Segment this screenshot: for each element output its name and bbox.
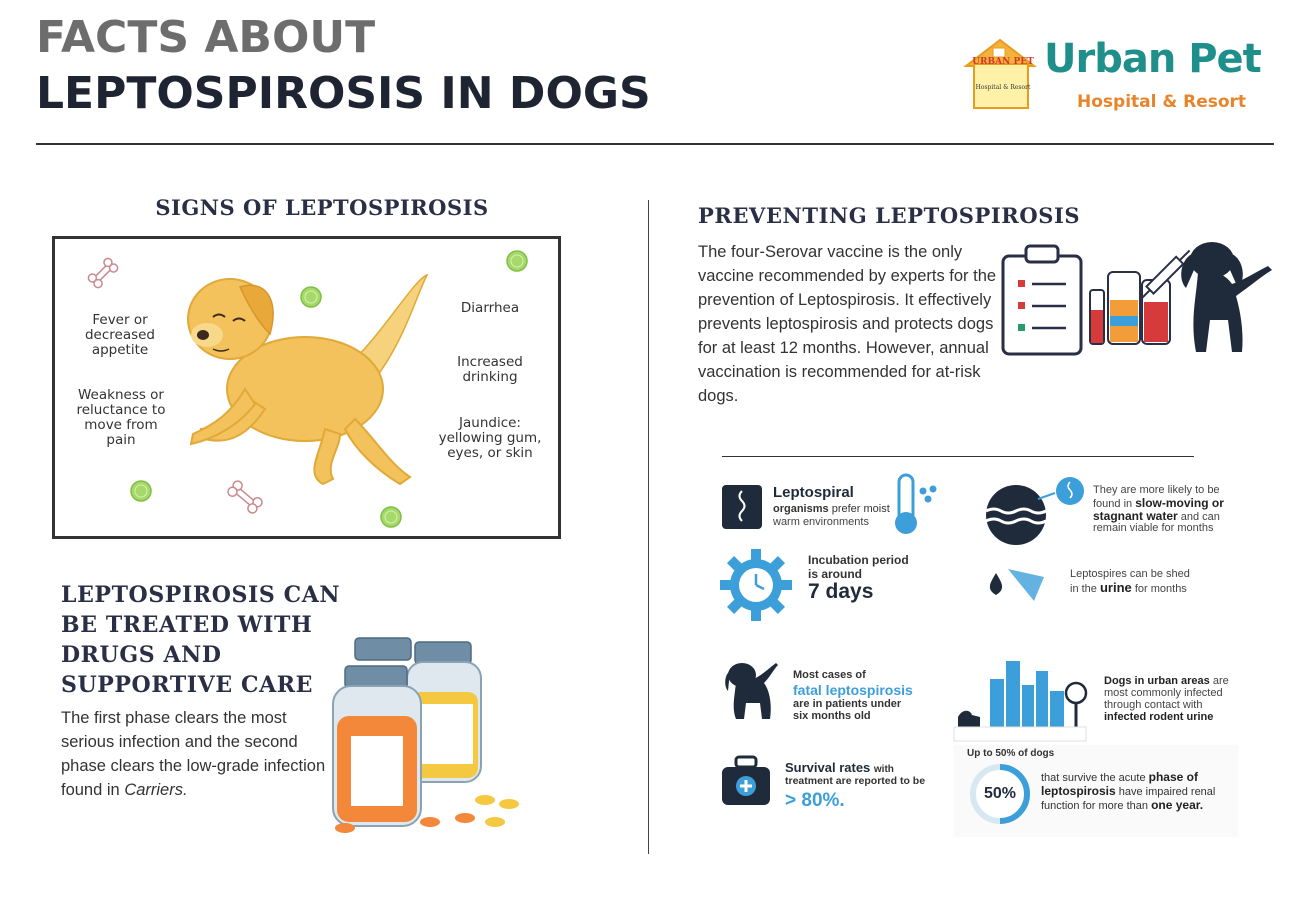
fact-urban-3: most commonly infected xyxy=(1104,687,1223,699)
fact-organisms-title: Leptospiral xyxy=(773,484,854,501)
facts-divider xyxy=(722,456,1194,457)
fact-renal-6: one year. xyxy=(1151,798,1204,812)
fact-renal-5: function for more than xyxy=(1041,800,1149,812)
clipboard-icon xyxy=(1003,246,1081,354)
fact-organisms-sub3: warm environments xyxy=(773,516,869,528)
fact-urban-line1 xyxy=(1104,675,1229,687)
signs-panel xyxy=(52,236,561,539)
fact-fatal-3: are in patients under xyxy=(793,698,902,710)
fact-urine-line2 xyxy=(1070,580,1187,595)
fact-water-3: slow-moving or xyxy=(1135,496,1224,510)
fact-fatal-2: fatal leptospirosis xyxy=(793,682,913,698)
fact-renal-4: have impaired renal xyxy=(1118,786,1216,798)
fact-renal-1: that survive the acute xyxy=(1041,772,1146,784)
fact-renal-3: leptospirosis xyxy=(1041,784,1116,798)
fact-urine-2: in the xyxy=(1070,583,1097,595)
logo-subtitle: Hospital & Resort xyxy=(1077,92,1247,112)
fact-survival-3: treatment are reported to be xyxy=(785,775,926,787)
logo-house-text: URBAN PET xyxy=(972,57,1034,67)
fact-urban-2: are xyxy=(1212,675,1229,687)
sign-diarrhea: Diarrhea xyxy=(460,300,520,316)
fact-organisms-sub1: organisms xyxy=(773,503,829,515)
dog-silhouette-icon xyxy=(1181,242,1272,352)
lime-icon xyxy=(381,507,401,527)
pill-bottle-icon xyxy=(325,632,530,837)
fact-water-2: found in xyxy=(1093,498,1133,510)
column-divider xyxy=(648,200,649,854)
water-drop-icon xyxy=(990,569,1044,601)
page-title-line2: LEPTOSPIROSIS IN DOGS xyxy=(36,68,651,119)
lime-icon xyxy=(507,251,527,271)
treatment-body-italic: Carriers. xyxy=(124,781,188,799)
fact-water-1: They are more likely to be xyxy=(1093,484,1220,496)
fact-water-5: and can xyxy=(1180,511,1220,523)
city-icon xyxy=(954,661,1086,741)
page-title-line1: FACTS ABOUT xyxy=(36,12,376,63)
fact-organisms-sub2: prefer moist xyxy=(831,503,890,515)
fact-fatal-4: six months old xyxy=(793,710,871,722)
fact-water-line2 xyxy=(1093,496,1253,510)
fact-incubation-1: Incubation period xyxy=(808,553,909,567)
sign-jaundice: Jaundice: yellowing gum, eyes, or skin xyxy=(438,415,542,461)
water-icon xyxy=(986,477,1084,545)
fact-water-line3 xyxy=(1093,509,1253,523)
fact-urban-4: through contact with xyxy=(1104,699,1203,711)
fact-renal-line3 xyxy=(1041,798,1203,812)
fact-urine-3: urine xyxy=(1099,580,1132,595)
organism-icon xyxy=(722,485,762,529)
medical-bag-icon xyxy=(722,757,770,805)
fact-water-4: stagnant water xyxy=(1093,509,1178,523)
fact-percent: 50% xyxy=(983,785,1017,802)
lime-icon xyxy=(131,481,151,501)
gear-icon xyxy=(720,549,792,621)
house-icon xyxy=(966,40,1034,108)
fact-survival-line1 xyxy=(785,760,894,775)
sign-weakness: Weakness or reluctance to move from pain xyxy=(76,387,166,448)
treatment-body-text: The first phase clears the most serious infection and the second phase clears the low-grade infection found in xyxy=(61,709,326,799)
sign-increased-drinking: Increased drinking xyxy=(457,354,523,385)
dog-silhouette-icon xyxy=(725,663,778,719)
lime-icon xyxy=(301,287,321,307)
fact-upto: Up to 50% of dogs xyxy=(967,748,1055,759)
fact-incubation-days: 7 days xyxy=(808,580,874,603)
sign-fever: Fever or decreased appetite xyxy=(84,312,156,358)
fact-urban-1: Dogs in urban areas xyxy=(1104,675,1210,687)
fact-fatal-1: Most cases of xyxy=(793,669,866,681)
fact-incubation-2: is around xyxy=(808,567,863,581)
fact-water-6: remain viable for months xyxy=(1093,522,1214,534)
fact-urban-5: infected rodent urine xyxy=(1104,711,1214,723)
logo-house-sub: Hospital & Resort xyxy=(975,84,1031,91)
fact-survival-1: Survival rates xyxy=(785,760,871,775)
fact-renal-2: phase of xyxy=(1148,770,1198,784)
treatment-heading: LEPTOSPIROSIS CAN BE TREATED WITH DRUGS AND SUPPORTIVE CARE xyxy=(61,582,341,698)
treatment-body xyxy=(61,706,336,802)
fact-survival-value: > 80%. xyxy=(785,790,845,811)
fact-urine-1: Leptospires can be shed xyxy=(1070,568,1190,580)
bone-icon xyxy=(226,479,264,515)
fact-renal-line2 xyxy=(1041,784,1215,798)
bone-icon xyxy=(87,257,120,290)
fact-survival-2: with xyxy=(873,764,894,775)
fact-urine-4: for months xyxy=(1134,583,1187,595)
header-divider xyxy=(36,143,1274,145)
logo-name: Urban Pet xyxy=(1044,36,1261,82)
prevention-body: The four-Serovar vaccine is the only vaccine recommended by experts for the prevention of Leptospirosis. It effectively prevents leptospirosis and protects dogs for at least 12 months. However, annual vaccination is recommended for at-risk dogs. xyxy=(698,243,997,405)
vaccine-illustration xyxy=(1000,240,1275,360)
fact-renal-line1 xyxy=(1041,770,1198,784)
fact-organisms-sub xyxy=(773,503,890,515)
prevention-heading: PREVENTING LEPTOSPIROSIS xyxy=(698,203,1081,228)
thermometer-icon xyxy=(895,475,937,534)
signs-heading: SIGNS OF LEPTOSPIROSIS xyxy=(155,195,489,220)
